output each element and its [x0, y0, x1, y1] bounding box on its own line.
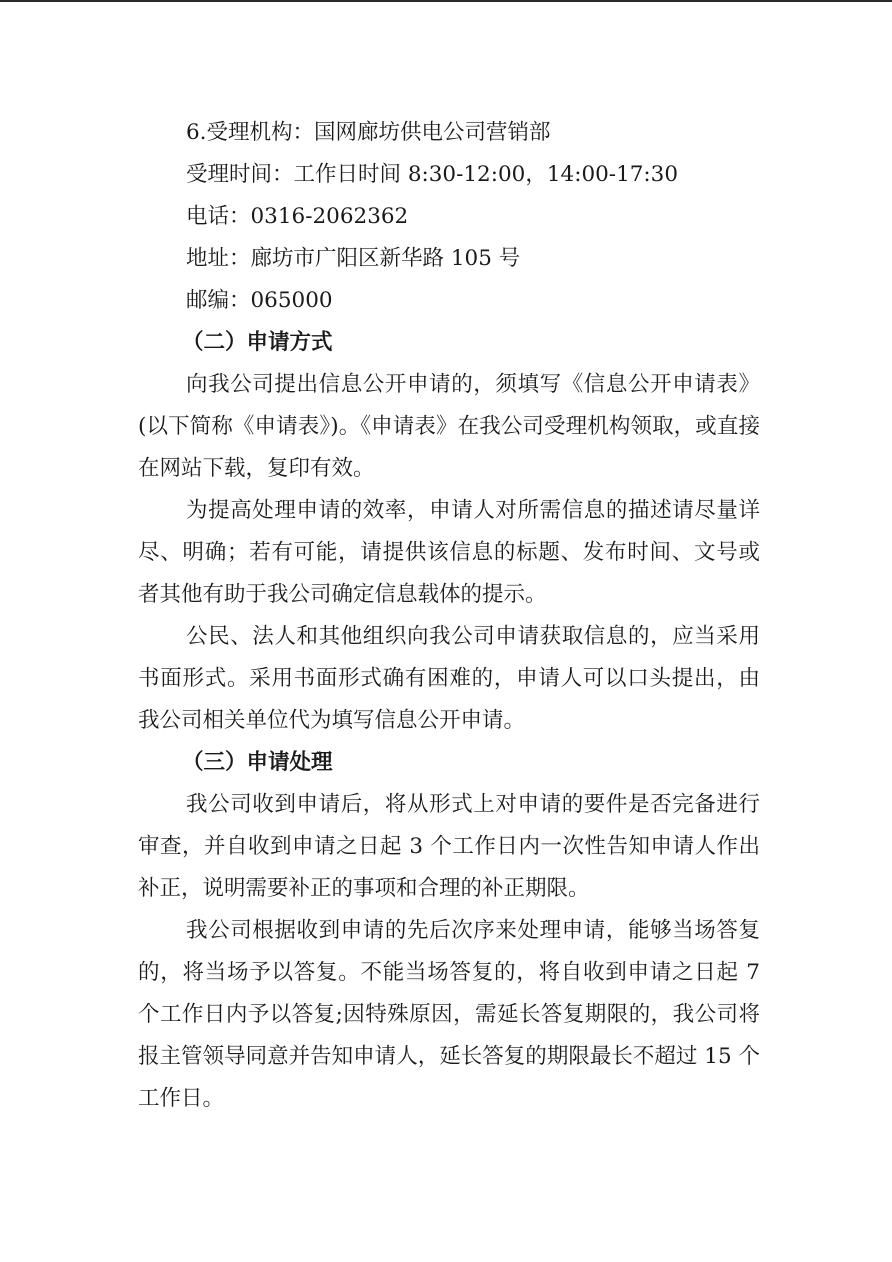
hours-line: 受理时间：工作日时间 8:30-12:00，14:00-17:30 [186, 162, 679, 187]
paragraph: 我公司收到申请后，将从形式上对申请的要件是否完备进行审查，并自收到申请之日起 3 个工作日内一次性告知申请人作出补正，说明需要补正的事项和合理的补正期限。 [138, 792, 760, 901]
section-heading-application-processing: （三）申请处理 [182, 750, 333, 775]
paragraph: 为提高处理申请的效率，申请人对所需信息的描述请尽量详尽、明确；若有可能，请提供该信息的标题、发布时间、文号或者其他有助于我公司确定信息载体的提示。 [138, 498, 760, 607]
address-line: 地址：廊坊市广阳区新华路 105 号 [186, 246, 521, 271]
document-page [138, 112, 760, 1120]
paragraph: 我公司根据收到申请的先后次序来处理申请，能够当场答复的，将当场予以答复。不能当场答复的，将自收到申请之日起 7 个工作日内予以答复;因特殊原因，需延长答复期限的，我公司将报主管领导同意并告知申请人，延长答复的期限最长不超过 15 个工作日。 [138, 918, 760, 1111]
office-line: 6.受理机构：国网廊坊供电公司营销部 [186, 120, 551, 145]
phone-line: 电话：0316-2062362 [186, 204, 409, 229]
postcode-line: 邮编：065000 [186, 288, 333, 313]
page-top-border [0, 0, 892, 2]
paragraph: 公民、法人和其他组织向我公司申请获取信息的，应当采用书面形式。采用书面形式确有困难的，申请人可以口头提出，由我公司相关单位代为填写信息公开申请。 [138, 624, 760, 733]
paragraph: 向我公司提出信息公开申请的，须填写《信息公开申请表》(以下简称《申请表》)。《申请表》在我公司受理机构领取，或直接在网站下载，复印有效。 [138, 372, 760, 481]
section-heading-application-method: （二）申请方式 [182, 330, 333, 355]
